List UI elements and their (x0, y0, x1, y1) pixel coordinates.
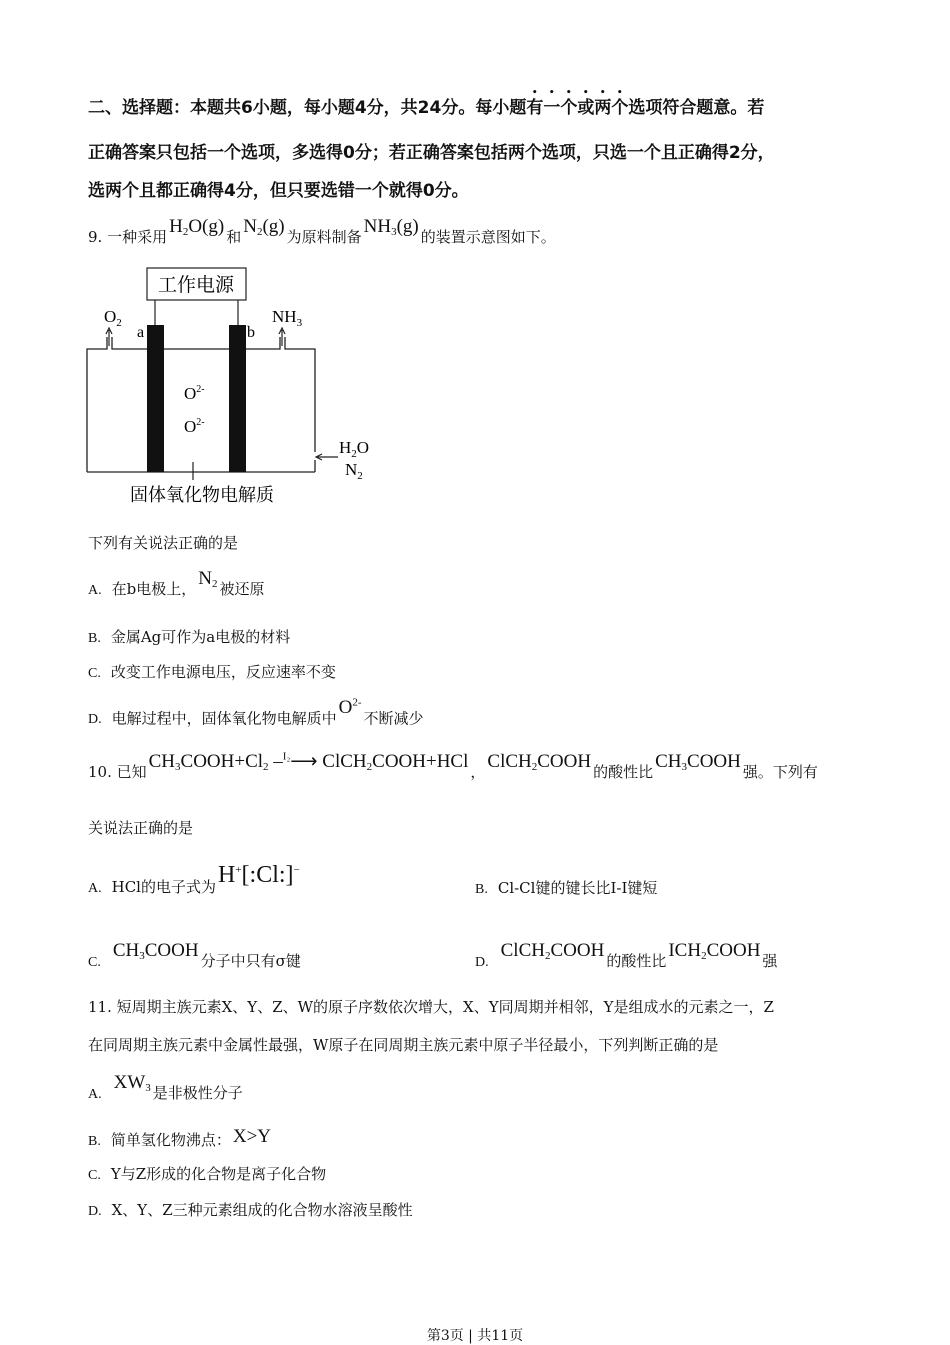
power-source-label: 工作电源 (157, 275, 235, 296)
formula-text: ⟶ ClCH (290, 751, 367, 772)
formula-text: ClCH (500, 940, 545, 961)
section-header-line2: 正确答案只包括一个选项，多选得0分；若正确答案包括两个选项，只选一个且正确得2分， (88, 143, 775, 163)
section-header-line3: 选两个且都正确得4分，但只要选错一个就得0分。 (88, 181, 469, 201)
option-letter: A. (88, 881, 102, 896)
option-text: HCl的电子式为 (111, 878, 216, 896)
header-text: 选项符合题意。若 (628, 98, 765, 118)
formula-acetic-acid (113, 940, 199, 961)
q11-stem-line1: 11. 短周期主族元素X、Y、Z、W的原子序数依次增大，X、Y同周期并相邻，Y是组成水的元素之一，Z (88, 998, 774, 1016)
option-text: 被还原 (219, 580, 265, 598)
formula-subscript: 2 (544, 950, 551, 962)
stem-text: 10. 已知 (88, 763, 147, 781)
formula-subscript: 3 (139, 950, 145, 962)
electrolysis-diagram (80, 262, 400, 512)
option-letter: C. (88, 666, 101, 681)
formula-text: CH (112, 940, 140, 961)
formula-text: COOH (687, 751, 741, 772)
option-letter: A. (88, 583, 102, 598)
option-letter: B. (88, 1134, 101, 1149)
formula-supscript: I₂ (282, 750, 291, 763)
option-text: 在b电极上， (111, 580, 197, 598)
option-letter: C. (88, 1168, 101, 1183)
formula-supscript: + (235, 864, 242, 876)
formula-subscript: 2 (263, 761, 269, 773)
formula-text: XW (113, 1072, 146, 1093)
formula-text: (g) (262, 216, 285, 237)
q11-option-a (88, 1072, 243, 1104)
stem-text: 和 (226, 228, 242, 246)
formula-subscript: 2 (531, 761, 538, 773)
formula-text: O(g) (188, 216, 225, 237)
electrode-b (229, 325, 246, 472)
stem-text: 为原料制备 (286, 228, 362, 246)
formula-text: [:Cl:] (241, 862, 294, 888)
formula-n2 (198, 568, 217, 589)
stem-text: 的装置示意图如下。 (420, 228, 556, 246)
formula-supscript: 2- (352, 697, 362, 709)
formula-text: COOH (706, 940, 761, 961)
formula-text: COOH+HCl (372, 751, 469, 772)
option-text: Cl-Cl键的键长比I-I键短 (497, 879, 658, 897)
formula-supscript: − (293, 864, 300, 876)
option-text: 不断减少 (363, 709, 424, 728)
section-header-line1 (88, 88, 764, 118)
ion-label: $O^{2-}$ (184, 384, 205, 403)
formula-subscript: 3 (175, 761, 181, 773)
formula-text: – (268, 751, 283, 772)
q9-stem (88, 216, 556, 248)
formula-chloroacetic-acid (501, 940, 605, 961)
option-text: 强 (762, 952, 778, 970)
formula-text: ClCH (487, 751, 532, 772)
electrode-b-label: b (247, 324, 255, 341)
formula-oxide-ion (339, 697, 362, 718)
formula-text: ICH (668, 940, 702, 961)
stem-text: 9. 一种采用 (88, 228, 168, 246)
formula-text: COOH+Cl (180, 751, 264, 772)
formula-h2o (169, 216, 224, 237)
stem-text: ， (470, 763, 486, 781)
q10-option-b (475, 877, 657, 898)
formula-text: NH (363, 216, 392, 237)
q9-option-c (88, 661, 336, 682)
formula-subscript: 2 (701, 950, 707, 962)
option-letter: D. (475, 955, 489, 970)
formula-comparison (233, 1126, 271, 1147)
formula-text: COOH (550, 940, 605, 961)
formula-subscript: 3 (681, 761, 688, 773)
q10-stem-line2: 关说法正确的是 (88, 819, 194, 837)
electrolyte-label: 固体氧化物电解质 (130, 485, 274, 505)
q9-option-a (88, 568, 265, 600)
formula-iodoacetic-acid (668, 940, 760, 961)
q10-option-d (475, 940, 778, 972)
stem-text: 强。下列有 (742, 763, 818, 781)
electrode-a-label: a (137, 324, 145, 341)
q11-option-c (88, 1163, 326, 1184)
cell-outline (87, 337, 315, 472)
formula-subscript: 3 (391, 226, 397, 238)
n2-inlet-label: $N_2$ (345, 460, 363, 482)
q9-option-d (88, 697, 424, 729)
option-letter: A. (88, 1087, 102, 1102)
formula-subscript: 2 (256, 226, 263, 238)
option-letter: B. (88, 631, 101, 646)
option-text: 的酸性比 (606, 952, 667, 970)
formula-chloroacetic-acid (487, 751, 591, 772)
o2-label: $O_2$ (104, 307, 122, 329)
q10-option-a (88, 862, 302, 899)
option-text: 金属Ag可作为a电极的材料 (110, 628, 291, 646)
h2o-inlet-label: $H_2O$ (339, 438, 370, 460)
option-text: 是非极性分子 (152, 1084, 243, 1102)
formula-text: N (243, 216, 257, 237)
inlet-arrow-icon (316, 454, 338, 460)
q11-stem-line2: 在同周期主族元素中金属性最强，W原子在同周期主族元素中原子半径最小，下列判断正确的是 (88, 1036, 719, 1054)
nh3-label: $NH_3$ (272, 307, 303, 329)
option-text: X、Y、Z三种元素组成的化合物水溶液呈酸性 (111, 1201, 413, 1219)
option-letter: C. (88, 955, 101, 970)
formula-text: O (338, 697, 353, 719)
q9-question: 下列有关说法正确的是 (88, 534, 239, 552)
formula-text: COOH (144, 940, 199, 961)
q9-option-b (88, 626, 290, 647)
header-text: 二、选择题：本题共6小题，每小题4分，共24分。每小题 (88, 98, 527, 118)
option-text: 改变工作电源电压，反应速率不变 (110, 663, 336, 681)
formula-subscript: 2 (182, 226, 189, 238)
formula-text: (g) (396, 216, 419, 237)
formula-text: H (217, 862, 236, 888)
hcl-electron-formula (218, 862, 300, 888)
option-text: Y与Z形成的化合物是离子化合物 (110, 1165, 327, 1183)
option-text: 电解过程中，固体氧化物电解质中 (111, 709, 337, 728)
formula-n2 (243, 216, 284, 237)
formula-subscript: 2 (211, 578, 218, 590)
formula-text: CH (148, 751, 176, 772)
stem-text: 的酸性比 (593, 763, 654, 781)
formula-text: N (198, 568, 212, 589)
reaction-equation (149, 751, 469, 772)
formula-nh3 (364, 216, 419, 237)
option-letter: D. (88, 712, 102, 728)
formula-text: X>Y (232, 1126, 272, 1147)
formula-xw3 (114, 1072, 151, 1093)
formula-text: COOH (537, 751, 592, 772)
formula-text: CH (655, 751, 682, 772)
option-text: 简单氢化物沸点： (110, 1131, 231, 1149)
q10-stem (88, 750, 818, 783)
page-footer: 第3页 | 共11页 (426, 1328, 524, 1344)
q11-option-d (88, 1199, 413, 1220)
formula-acetic-acid (655, 751, 741, 772)
option-text: 分子中只有σ键 (200, 952, 301, 970)
option-letter: B. (475, 882, 488, 897)
formula-text: H (169, 216, 183, 237)
option-letter: D. (88, 1204, 102, 1219)
q11-option-b (88, 1126, 273, 1151)
emphasized-text: 有一个或两个 (526, 98, 629, 118)
q10-option-c (88, 940, 301, 972)
formula-subscript: 3 (145, 1082, 151, 1094)
formula-subscript: 2 (366, 761, 373, 773)
ion-label: $O^{2-}$ (184, 417, 205, 436)
